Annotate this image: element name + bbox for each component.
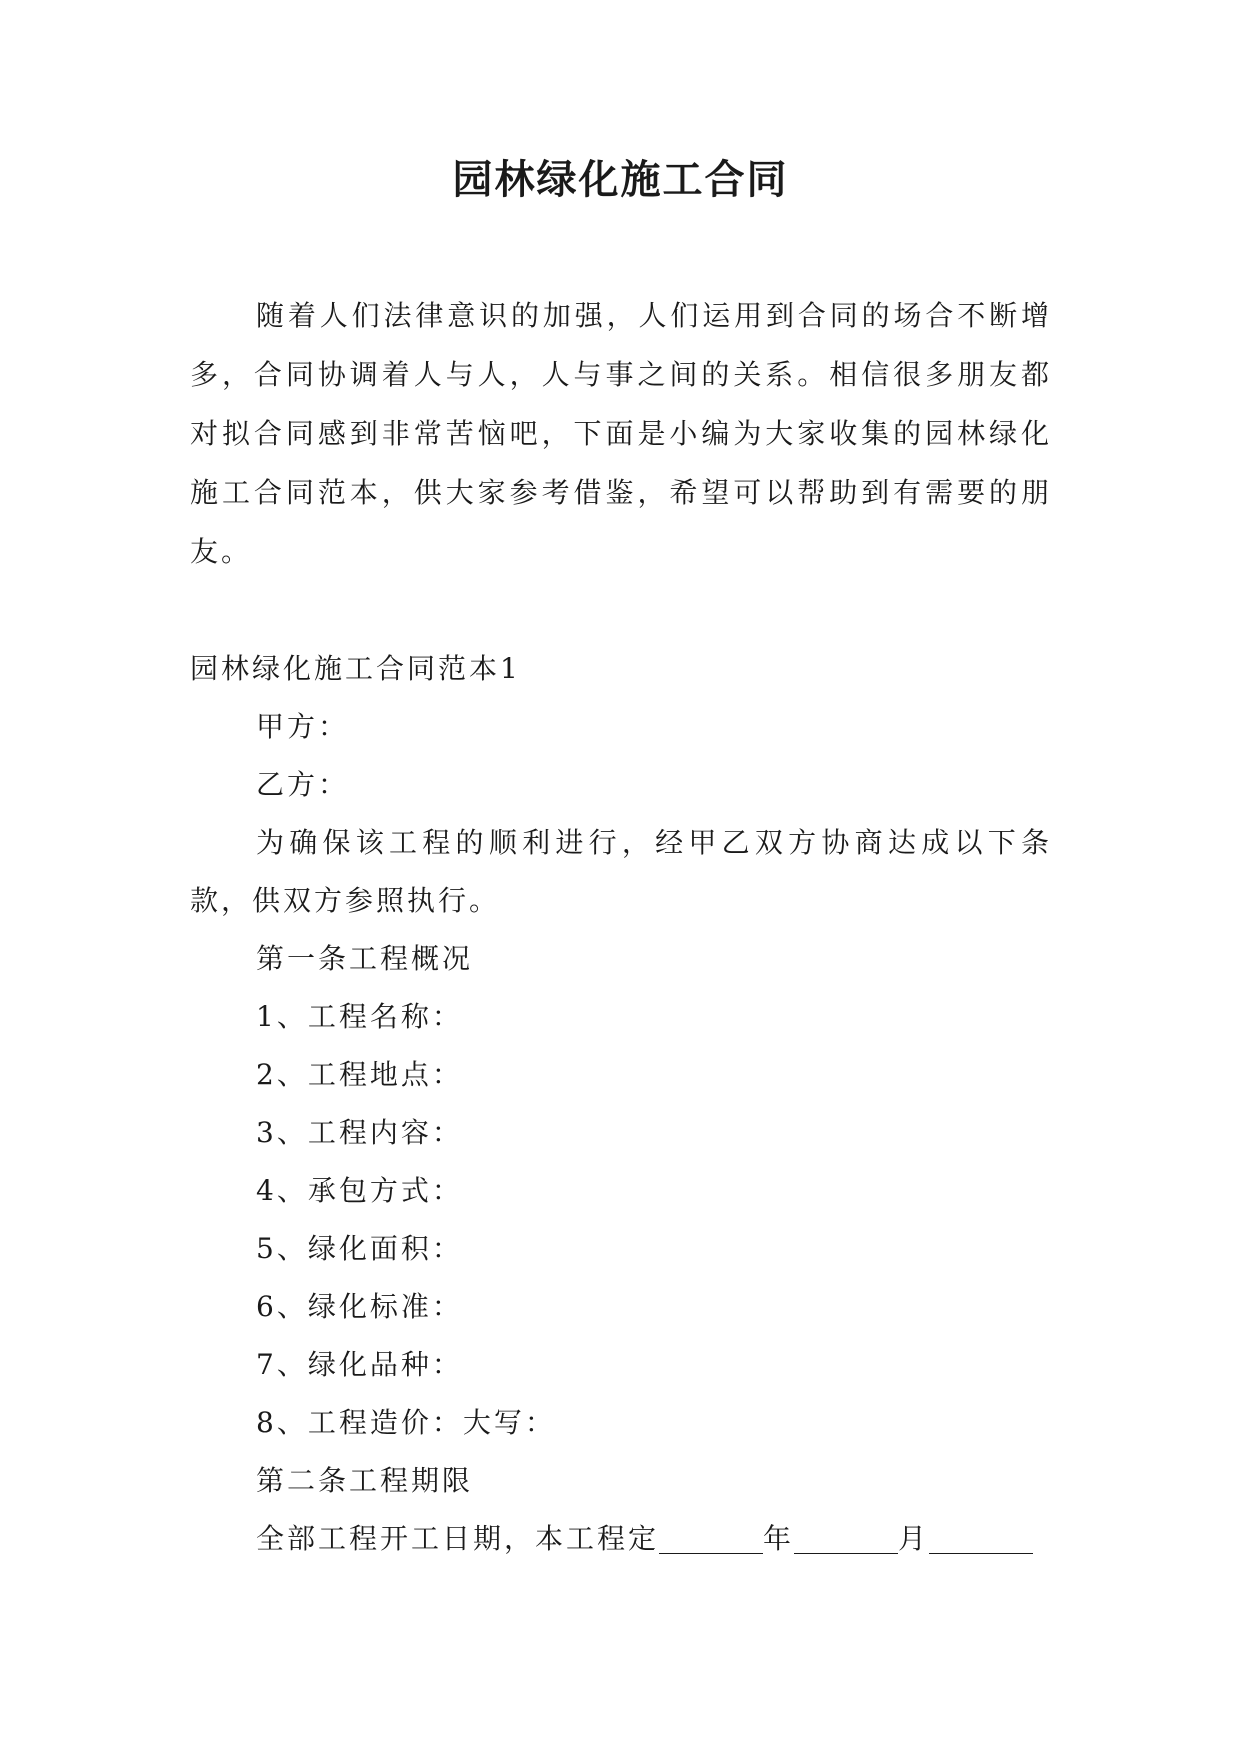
item-green-varieties: 7、绿化品种：	[256, 1348, 463, 1381]
item-project-content: 3、工程内容：	[256, 1116, 463, 1149]
item-contract-method: 4、承包方式：	[256, 1174, 463, 1207]
year-label: 年	[763, 1522, 795, 1555]
item-green-area: 5、绿化面积：	[256, 1232, 463, 1265]
item-project-cost: 8、工程造价：大写：	[256, 1406, 556, 1439]
month-blank	[794, 1523, 898, 1554]
party-b-line: 乙方：	[256, 768, 350, 801]
month-label: 月	[898, 1522, 930, 1555]
preamble-paragraph: 为确保该工程的顺利进行，经甲乙双方协商达成以下条款，供双方参照执行。	[190, 826, 1052, 917]
item-project-location: 2、工程地点：	[256, 1058, 463, 1091]
contract-body	[190, 640, 1052, 1568]
article-1-heading: 第一条工程概况	[256, 942, 474, 975]
day-blank	[929, 1523, 1033, 1554]
start-date-text: 全部工程开工日期，本工程定	[256, 1522, 660, 1555]
item-project-name: 1、工程名称：	[256, 1000, 463, 1033]
article-2-heading: 第二条工程期限	[256, 1464, 474, 1497]
party-a-line: 甲方：	[256, 710, 350, 743]
section-heading: 园林绿化施工合同范本1	[190, 652, 521, 685]
document-title: 园林绿化施工合同	[452, 156, 789, 203]
intro-paragraph: 随着人们法律意识的加强，人们运用到合同的场合不断增多，合同协调着人与人，人与事之间的关系。相信很多朋友都对拟合同感到非常苦恼吧，下面是小编为大家收集的园林绿化施工合同范本，供大家参考借鉴，希望可以帮助到有需要的朋友。	[190, 299, 1052, 568]
item-green-standard: 6、绿化标准：	[256, 1290, 463, 1323]
year-blank	[659, 1523, 763, 1554]
start-date-line	[190, 1510, 1052, 1568]
